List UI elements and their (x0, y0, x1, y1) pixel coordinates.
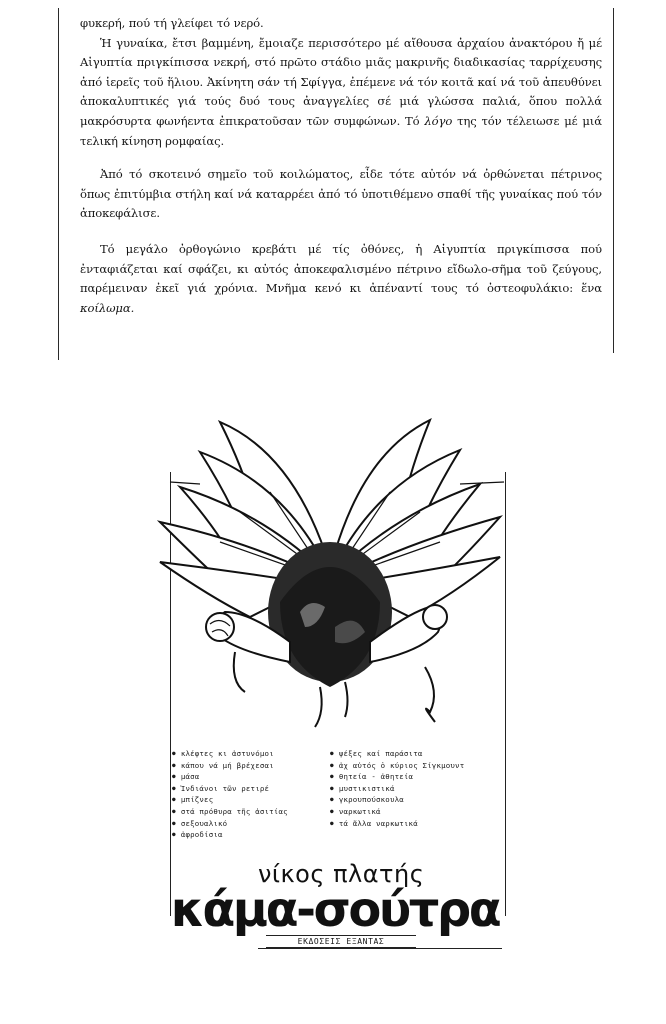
list-item: ● γκρουπούσκουλα (330, 795, 464, 807)
paragraph-2 (80, 34, 602, 152)
column-rule-right (613, 8, 614, 353)
paragraph-4-text: Τό μεγάλο ὀρθογώνιο κρεβάτι μέ τίς ὀθόνες, ἡ Αἰγυπτία πριγκίπισσα πού ἐνταφιάζεται καί σφάζει, κι αὐτός ἀποκεφαλισμένο πέτρινο εἴδωλο-σῆμα τοῦ ζεύγους, παρέμειναν ἐκεῖ γιά χρόνια. Μνῆμα κενό κι ἀπέναντί τους τό ὀστεοφυλάκιο: ἕνα (80, 241, 602, 296)
list-item: ● Ἰνδιάνοι τῶν ρετιρέ (172, 784, 288, 796)
list-item: ● ἀχ αὐτός ὁ κύριος Σίγκμουντ (330, 761, 464, 773)
list-item: ● στά πρόθυρα τῆς ἀσιτίας (172, 807, 288, 819)
topic-list-right (330, 749, 464, 830)
list-item: ● τά ἄλλα ναρκωτικά (330, 819, 464, 831)
paragraph-3-text: Ἀπό τό σκοτεινό σημεῖο τοῦ κοιλώματος, εἶδε τότε αὐτόν νά ὀρθώνεται πέτρινος ὅπως ἐπιτύμβια στήλη καί νά καταρρέει ἀπό τό ὑποτιθέμενο σπαθί τῆς γυναίκας πού τόν ἀποκεφάλισε. (80, 167, 602, 221)
list-item: ● ἀφροδίσια (172, 830, 288, 842)
paragraph-3 (80, 165, 602, 224)
list-item: ● θητεία - ἀθητεία (330, 772, 464, 784)
book-wings-illustration (140, 412, 520, 742)
publisher-name: ΕΚΔΟΣΕΙΣ ΕΞΑΝΤΑΣ (266, 935, 416, 948)
book-title: κάμα-σούτρα (170, 882, 500, 938)
book-author: νίκος πλατής (258, 860, 425, 888)
list-item: ● κλέφτες κι ἀστυνόμοι (172, 749, 288, 761)
paragraph-4-italic: κοίλωμα. (80, 300, 135, 315)
list-item: ● μπίζνες (172, 795, 288, 807)
publisher-rule (258, 948, 502, 949)
paragraph-1 (80, 14, 602, 34)
book-advertisement (140, 412, 520, 972)
article-text (80, 14, 602, 318)
list-item: ● μυστικιστικά (330, 784, 464, 796)
topic-list-left (172, 749, 288, 842)
list-item: ● ναρκωτικά (330, 807, 464, 819)
list-item: ● ψέξες καί παράσιτα (330, 749, 464, 761)
paragraph-2-end: της τόν τέλειωσε μέ μιά τελική κίνηση ρομφαίας. (80, 113, 602, 148)
paragraph-2-text: Ἡ γυναίκα, ἔτσι βαμμένη, ἔμοιαζε περισσότερο μέ αἴθουσα ἀρχαίου ἀνακτόρου ἤ μέ Αἰγυπτία πριγκίπισσα νεκρή, στό πρῶτο στάδιο μιᾶς μακρινῆς διαδικασίας ταρρίχευσης ἀπό ἱερεῖς τοῦ ἥλιου. Ἀκίνητη σάν τή Σφίγγα, ἐπέμενε νά τόν κοιτᾶ καί νά τοῦ ἀπευθύνει ἀποκαλυπτικές γιά τούς δυό τους ἀναγγελίες σέ μιά γλώσσα παλιά, ὅπου πολλά μακρόσυρτα φωνήεντα ἐπικρατοῦσαν τῶν συμφώνων. Τό (80, 35, 602, 128)
column-rule-left (58, 8, 59, 360)
list-item: ● μάσα (172, 772, 288, 784)
list-item: ● σεξουαλικό (172, 819, 288, 831)
paragraph-1-text: φυκερή, πού τή γλείφει τό νερό. (80, 16, 264, 30)
list-item: ● κάπου νά μή βρέχεσαι (172, 761, 288, 773)
paragraph-4 (80, 240, 602, 318)
paragraph-2-italic: λόγο (424, 113, 453, 128)
